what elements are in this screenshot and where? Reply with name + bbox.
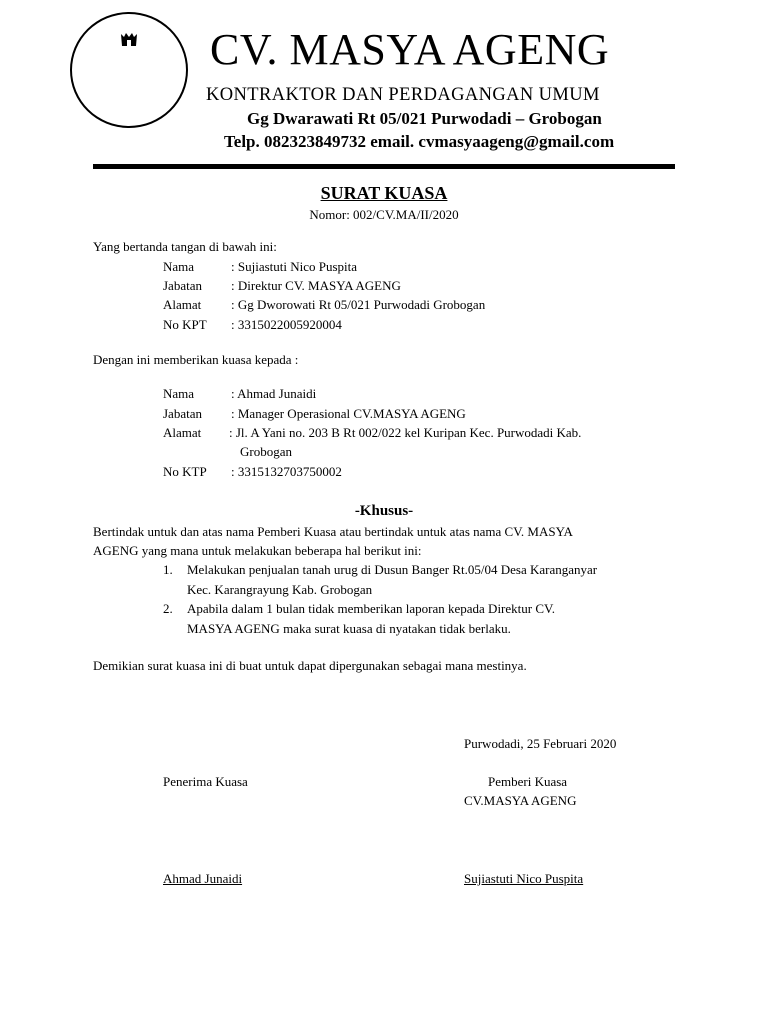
list-item-text-line1: Melakukan penjualan tanah urug di Dusun Banger Rt.05/04 Desa Karanganyar [187, 562, 598, 577]
place-date: Purwodadi, 25 Februari 2020 [464, 736, 617, 751]
document-title: SURAT KUASA [320, 183, 448, 203]
grantee-address-value-line1: : Jl. A Yani no. 203 B Rt 002/022 kel Kuripan Kec. Purwodadi Kab. [229, 425, 582, 440]
list-item-text-line2: Kec. Karangrayung Kab. Grobogan [187, 582, 373, 597]
document-number: Nomor: 002/CV.MA/II/2020 [309, 207, 459, 222]
grantor-position-value: : Direktur CV. MASYA AGENG [231, 278, 401, 293]
company-logo [70, 12, 188, 128]
list-item-number: 2. [163, 601, 173, 616]
body-text-line2: AGENG yang mana untuk melakukan beberapa hal berikut ini: [93, 543, 422, 558]
grantor-position-label: Jabatan [163, 278, 202, 293]
logo-emblem-icon [120, 32, 138, 48]
grantee-name-label: Nama [163, 386, 195, 401]
grantee-name-value: : Ahmad Junaidi [231, 386, 317, 401]
grantor-name-value: : Sujiastuti Nico Puspita [231, 259, 358, 274]
header-divider [93, 164, 675, 169]
intro-text: Yang bertanda tangan di bawah ini: [93, 239, 277, 254]
company-contact: Telp. 082323849732 email. cvmasyaageng@gmail.com [224, 132, 615, 151]
grantor-address-label: Alamat [163, 297, 202, 312]
giver-company: CV.MASYA AGENG [464, 793, 577, 808]
grantee-id-label: No KTP [163, 464, 207, 479]
company-address: Gg Dwarawati Rt 05/021 Purwodadi – Grobogan [247, 109, 602, 128]
delegate-intro-text: Dengan ini memberikan kuasa kepada : [93, 352, 299, 367]
grantor-id-label: No KPT [163, 317, 207, 332]
body-text-line1: Bertindak untuk dan atas nama Pemberi Kuasa atau bertindak untuk atas nama CV. MASYA [93, 524, 573, 539]
company-name: CV. MASYA AGENG [210, 25, 610, 74]
grantee-address-value-line2: Grobogan [240, 444, 292, 459]
closing-text: Demikian surat kuasa ini di buat untuk dapat dipergunakan sebagai mana mestinya. [93, 658, 527, 673]
list-item-number: 1. [163, 562, 173, 577]
grantor-id-value: : 3315022005920004 [231, 317, 342, 332]
grantee-address-label: Alamat [163, 425, 202, 440]
receiver-signature-name: Ahmad Junaidi [163, 871, 243, 886]
grantor-address-value: : Gg Dworowati Rt 05/021 Purwodadi Grobogan [231, 297, 486, 312]
grantor-name-label: Nama [163, 259, 195, 274]
giver-signature-name: Sujiastuti Nico Puspita [464, 871, 584, 886]
list-item-text-line1: Apabila dalam 1 bulan tidak memberikan laporan kepada Direktur CV. [187, 601, 555, 616]
grantee-position-value: : Manager Operasional CV.MASYA AGENG [231, 406, 466, 421]
company-subtitle: KONTRAKTOR DAN PERDAGANGAN UMUM [206, 85, 600, 105]
list-item-text-line2: MASYA AGENG maka surat kuasa di nyatakan tidak berlaku. [187, 621, 511, 636]
giver-label: Pemberi Kuasa [488, 774, 568, 789]
receiver-label: Penerima Kuasa [163, 774, 248, 789]
grantee-id-value: : 3315132703750002 [231, 464, 342, 479]
grantee-position-label: Jabatan [163, 406, 202, 421]
special-heading: -Khusus- [354, 503, 414, 519]
